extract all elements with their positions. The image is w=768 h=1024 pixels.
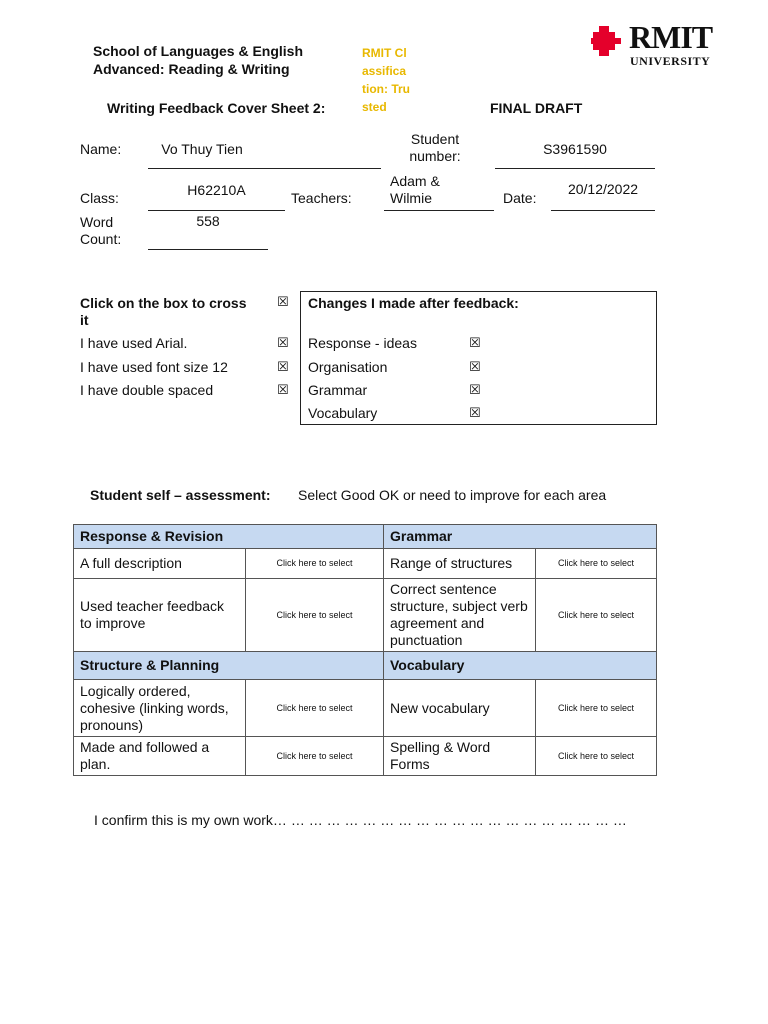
section-header-row [74,652,657,680]
changes-heading: Changes I made after feedback: [308,295,519,311]
section-title-structure-planning: Structure & Planning [74,652,384,680]
logo-university: UNIVERSITY [630,54,711,68]
logo-brand: RMIT [629,19,713,55]
change-item-response: Response - ideas [308,335,417,351]
self-assessment-label: Student self – assessment: [90,487,271,503]
school-name: School of Languages & English [93,43,304,59]
student-number-underline [495,168,655,169]
select-spelling-word-forms[interactable]: Click here to select [536,737,657,776]
select-full-description[interactable]: Click here to select [246,549,384,579]
rmit-logo [591,19,731,72]
class-underline [148,210,285,211]
table-row [74,737,657,776]
criterion-followed-plan: Made and followed a plan. [74,737,246,776]
select-logically-ordered[interactable]: Click here to select [246,680,384,737]
checkbox-grammar-icon[interactable]: ☒ [469,383,481,398]
checkbox-double-spaced-icon[interactable]: ☒ [277,383,289,398]
class-label: Class: [80,190,119,206]
checklist-heading: Click on the box to cross it [80,295,247,328]
date-field[interactable]: 20/12/2022 [567,181,639,197]
student-number-label: Student number: [409,131,461,164]
self-assessment-instruction: Select Good OK or need to improve for each area [298,487,607,503]
checkbox-font-size-icon[interactable]: ☒ [277,360,289,375]
checklist-item-arial: I have used Arial. [80,335,188,351]
name-field[interactable]: Vo Thuy Tien [161,141,243,157]
checkbox-response-icon[interactable]: ☒ [469,336,481,351]
table-row [74,549,657,579]
checkbox-vocabulary-icon[interactable]: ☒ [469,406,481,421]
criterion-teacher-feedback: Used teacher feedback to improve [74,579,246,652]
change-item-vocabulary: Vocabulary [308,405,378,421]
teachers-label: Teachers: [291,190,352,206]
criterion-full-description: A full description [74,549,246,579]
section-title-grammar: Grammar [384,525,657,549]
select-sentence-structure[interactable]: Click here to select [536,579,657,652]
section-header-row [74,525,657,549]
criterion-new-vocabulary: New vocabulary [384,680,536,737]
rmit-pixel-icon [591,26,625,56]
class-field[interactable]: H62210A [187,182,246,198]
criterion-logically-ordered: Logically ordered, cohesive (linking words, pronouns) [74,680,246,737]
select-followed-plan[interactable]: Click here to select [246,737,384,776]
name-underline [148,168,381,169]
table-row [74,680,657,737]
word-count-label: Word Count: [80,214,122,247]
word-count-field[interactable]: 558 [196,213,220,229]
word-count-underline [148,249,268,250]
criterion-spelling-word-forms: Spelling & Word Forms [384,737,536,776]
course-name: Advanced: Reading & Writing [93,61,290,77]
date-label: Date: [503,190,537,206]
checklist-heading-checkbox-icon[interactable]: ☒ [277,295,289,310]
date-underline [551,210,655,211]
checkbox-organisation-icon[interactable]: ☒ [469,360,481,375]
self-assessment-table [73,524,657,776]
sheet-title: Writing Feedback Cover Sheet 2: [107,100,326,116]
select-new-vocabulary[interactable]: Click here to select [536,680,657,737]
criterion-range-structures: Range of structures [384,549,536,579]
teachers-underline [384,210,494,211]
select-range-structures[interactable]: Click here to select [536,549,657,579]
checklist-item-font-size: I have used font size 12 [80,359,228,375]
change-item-organisation: Organisation [308,359,388,375]
checkbox-arial-icon[interactable]: ☒ [277,336,289,351]
student-number-field[interactable]: S3961590 [543,141,607,157]
changes-box [300,291,657,425]
classification-label: RMIT Classification: Trusted [362,46,410,114]
select-teacher-feedback[interactable]: Click here to select [246,579,384,652]
criterion-sentence-structure: Correct sentence structure, subject verb agreement and punctuation [384,579,536,652]
section-title-response-revision: Response & Revision [74,525,384,549]
section-title-vocabulary: Vocabulary [384,652,657,680]
own-work-confirmation: I confirm this is my own work… … … … … … … … … … … … … … … … … … … … [94,812,627,828]
teachers-field[interactable]: Adam & Wilmie [390,173,440,206]
table-row [74,579,657,652]
name-label: Name: [80,141,122,157]
change-item-grammar: Grammar [308,382,368,398]
checklist-item-double-spaced: I have double spaced [80,382,214,398]
draft-label: FINAL DRAFT [490,100,583,116]
